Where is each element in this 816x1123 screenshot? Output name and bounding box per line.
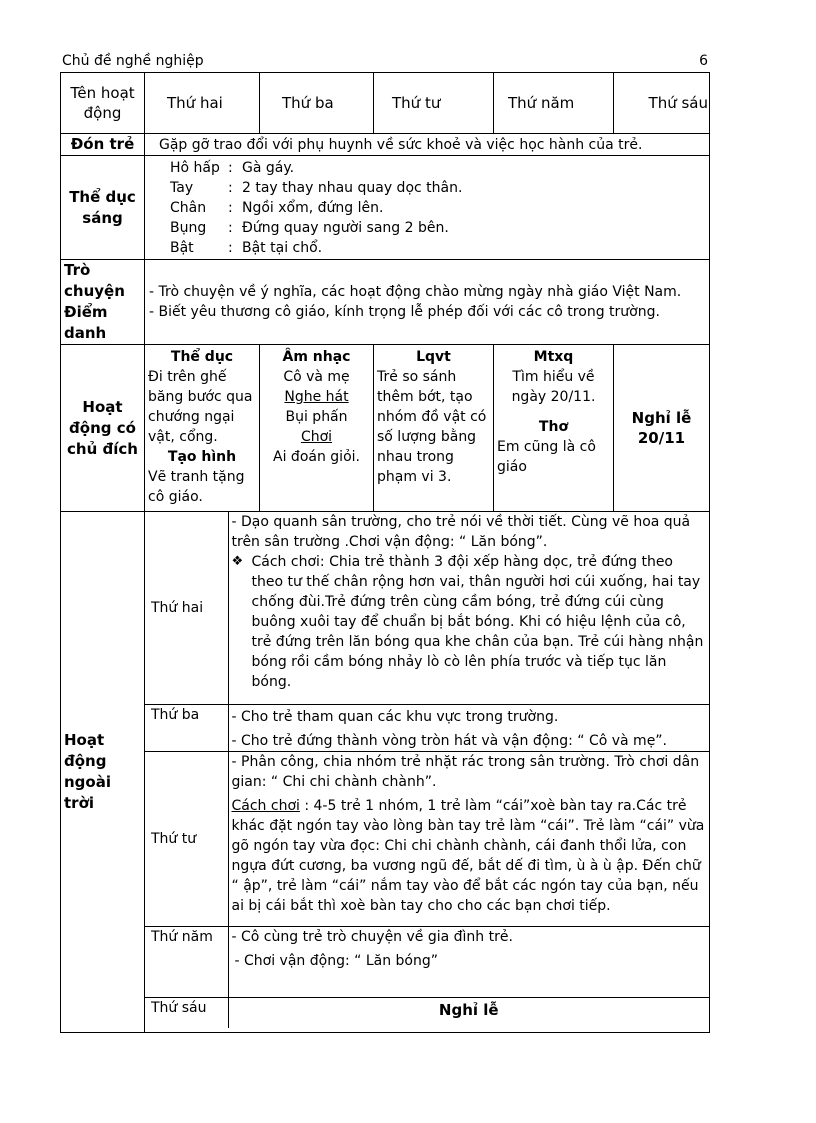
tro-chuyen-line: - Trò chuyện về ý nghĩa, các hoạt động chào mừng ngày nhà giáo Việt Nam.: [149, 284, 682, 300]
page-number: 6: [699, 53, 708, 69]
ngoai-troi-day-monday: Thứ hai: [145, 512, 228, 705]
exercise-item: Tay : 2 tay thay nhau quay dọc thân.: [148, 178, 706, 198]
ngoai-troi-tuesday-content: [228, 705, 709, 752]
ngoai-troi-monday-row: [145, 512, 709, 705]
exercise-name: Hô hấp: [170, 159, 220, 176]
don-tre-text: Gặp gỡ trao đổi với phụ huynh về sức khoẻ và việc học hành của trẻ.: [145, 134, 710, 156]
ngoai-troi-tuesday-row: [145, 705, 709, 752]
ngoai-troi-monday-content: [228, 512, 709, 705]
tuesday-activity-line: - Cho trẻ tham quan các khu vực trong trường.: [231, 709, 559, 725]
row-hoat-dong-chu-dich: [61, 345, 710, 512]
exercise-name: Chân: [170, 199, 207, 216]
activity-column-header: Tên hoạt động: [61, 73, 145, 134]
page-header: [62, 53, 708, 71]
subject-am-nhac: Âm nhạc: [282, 349, 351, 365]
chu-dich-wednesday: [374, 345, 494, 512]
topic-title: Chủ đề nghề nghiệp: [62, 53, 204, 69]
ngoai-troi-friday-holiday: Nghỉ lễ: [228, 998, 709, 1029]
choi-label: Chơi: [300, 429, 333, 445]
exercise-item: Chân : Ngồi xổm, đứng lên.: [148, 198, 706, 218]
exercise-name: Tay: [170, 179, 194, 196]
row-the-duc-sang: [61, 156, 710, 260]
the-duc-sang-label: Thể dục sáng: [61, 156, 145, 260]
ngoai-troi-label: Hoạt động ngoài trời: [61, 512, 145, 1033]
ngoai-troi-day-wednesday: Thứ tư: [145, 752, 228, 927]
am-nhac-line: Bụi phấn: [285, 409, 348, 425]
the-duc-text: Đi trên ghế băng bước qua chướng ngại vật, cổng.: [148, 369, 253, 445]
exercise-desc: Ngồi xổm, đứng lên.: [242, 199, 384, 216]
row-don-tre: [61, 134, 710, 156]
tro-chuyen-content: [145, 260, 710, 345]
don-tre-label: Đón trẻ: [61, 134, 145, 156]
schedule-table: [60, 72, 710, 1033]
exercise-desc: 2 tay thay nhau quay dọc thân.: [242, 179, 463, 196]
tho-text: Em cũng là cô giáo: [497, 439, 596, 475]
chu-dich-friday: Nghỉ lễ 20/11: [614, 345, 710, 512]
exercise-desc: Đứng quay người sang 2 bên.: [242, 219, 449, 236]
monday-activity-text: - Dạo quanh sân trường, cho trẻ nói về thời tiết. Cùng vẽ hoa quả trên sân trường .Chơi vận động: “ Lăn bóng”.: [231, 514, 691, 550]
chu-dich-monday: [145, 345, 260, 512]
subject-tho: Thơ: [538, 419, 569, 435]
exercise-name: Bụng: [170, 219, 207, 236]
day-header-friday: Thứ sáu: [614, 73, 710, 134]
row-ngoai-troi: [61, 512, 710, 1033]
exercise-desc: Gà gáy.: [242, 159, 295, 176]
row-tro-chuyen: [61, 260, 710, 345]
day-header-tuesday: Thứ ba: [260, 73, 374, 134]
wednesday-how-to-play: [232, 796, 707, 916]
subject-the-duc: Thể dục: [170, 349, 234, 365]
the-duc-sang-content: [145, 156, 710, 260]
header-row: [61, 73, 710, 134]
exercise-desc: Bật tại chổ.: [242, 239, 323, 256]
monday-how-to-play-text: Cách chơi: Chia trẻ thành 3 đội xếp hàng dọc, trẻ đứng theo theo tư thế chân rộng hơn vai, thân người hơi cúi xuống, hai tay chống đùi.Trẻ đứng trên cùng cầm bóng, trẻ đứng cúi cùng buông xuôi tay để chuẩn bị bắt bóng. Khi có hiệu lệnh của cô, trẻ đứng trên lăn bóng qua khe chân của bạn. Trẻ cúi hàng nhận bóng rồi cầm bóng nhảy lò cò lên phía trước và tiếp tục lăn bóng.: [251, 554, 704, 690]
am-nhac-line: Cô và mẹ: [283, 369, 350, 385]
exercise-name: Bật: [170, 239, 194, 256]
ngoai-troi-thursday-row: [145, 927, 709, 998]
how-to-play-text: : 4-5 trẻ 1 nhóm, 1 trẻ làm “cái”xoè bàn tay ra.Các trẻ khác đặt ngón tay vào lòng bàn tay trẻ làm “cái”. Trẻ làm “cái” vừa gõ ngón tay vừa đọc: Chi chi chành chành, cái đanh thổi lửa, con ngựa đứt cương, ba vương ngũ đế, bắt dế đi tìm, ù à ù ập. Đến chữ “ ập”, trẻ làm “cái” nắm tay vào để bắt các ngón tay của bạn, nếu ai bị cái bắt thì xoè bàn tay cho cho các bạn chơi tiếp.: [231, 798, 705, 914]
exercise-item: Bụng : Đứng quay người sang 2 bên.: [148, 218, 706, 238]
subject-mtxq: Mtxq: [533, 349, 574, 365]
how-to-play-label: Cách chơi: [231, 798, 300, 814]
mtxq-text: Tìm hiểu về ngày 20/11.: [511, 369, 596, 405]
bullet-diamond-icon: ❖: [231, 554, 244, 569]
lqvt-text: Trẻ so sánh thêm bớt, tạo nhóm đồ vật có số lượng bằng nhau trong phạm vi 3.: [377, 369, 487, 485]
am-nhac-line: Ai đoán giỏi.: [273, 449, 360, 465]
ngoai-troi-table: [145, 512, 709, 1028]
tro-chuyen-line: - Biết yêu thương cô giáo, kính trọng lễ phép đối với các cô trong trường.: [149, 304, 660, 320]
subject-lqvt: Lqvt: [416, 349, 451, 365]
chu-dich-thursday: [494, 345, 614, 512]
ngoai-troi-friday-row: [145, 998, 709, 1029]
ngoai-troi-day-friday: Thứ sáu: [145, 998, 228, 1029]
nghe-hat-label: Nghe hát: [284, 389, 349, 405]
ngoai-troi-day-thursday: Thứ năm: [145, 927, 228, 998]
day-header-thursday: Thứ năm: [494, 73, 614, 134]
chu-dich-tuesday: [260, 345, 374, 512]
ngoai-troi-content: [145, 512, 710, 1033]
ngoai-troi-wednesday-content: [228, 752, 709, 927]
day-header-monday: Thứ hai: [145, 73, 260, 134]
wednesday-activity-text: - Phân công, chia nhóm trẻ nhặt rác trong sân trường. Trò chơi dân gian: “ Chi chi chành chành”.: [231, 754, 700, 790]
monday-how-to-play: [232, 552, 707, 692]
day-header-wednesday: Thứ tư: [374, 73, 494, 134]
ngoai-troi-day-tuesday: Thứ ba: [145, 705, 228, 752]
tro-chuyen-label: Trò chuyện Điểm danh: [61, 260, 145, 345]
ngoai-troi-thursday-content: [228, 927, 709, 998]
thursday-activity-line: - Cô cùng trẻ trò chuyện về gia đình trẻ.: [231, 929, 513, 945]
ngoai-troi-wednesday-row: [145, 752, 709, 927]
tuesday-activity-line: - Cho trẻ đứng thành vòng tròn hát và vận động: “ Cô và mẹ”.: [231, 733, 668, 749]
tao-hinh-text: Vẽ tranh tặng cô giáo.: [148, 469, 245, 505]
thursday-activity-line: - Chơi vận động: “ Lăn bóng”: [234, 953, 438, 969]
exercise-item: Bật : Bật tại chổ.: [148, 238, 706, 258]
exercise-item: Hô hấp : Gà gáy.: [148, 158, 706, 178]
subject-tao-hinh: Tạo hình: [167, 449, 237, 465]
chu-dich-label: Hoạt động có chủ đích: [61, 345, 145, 512]
